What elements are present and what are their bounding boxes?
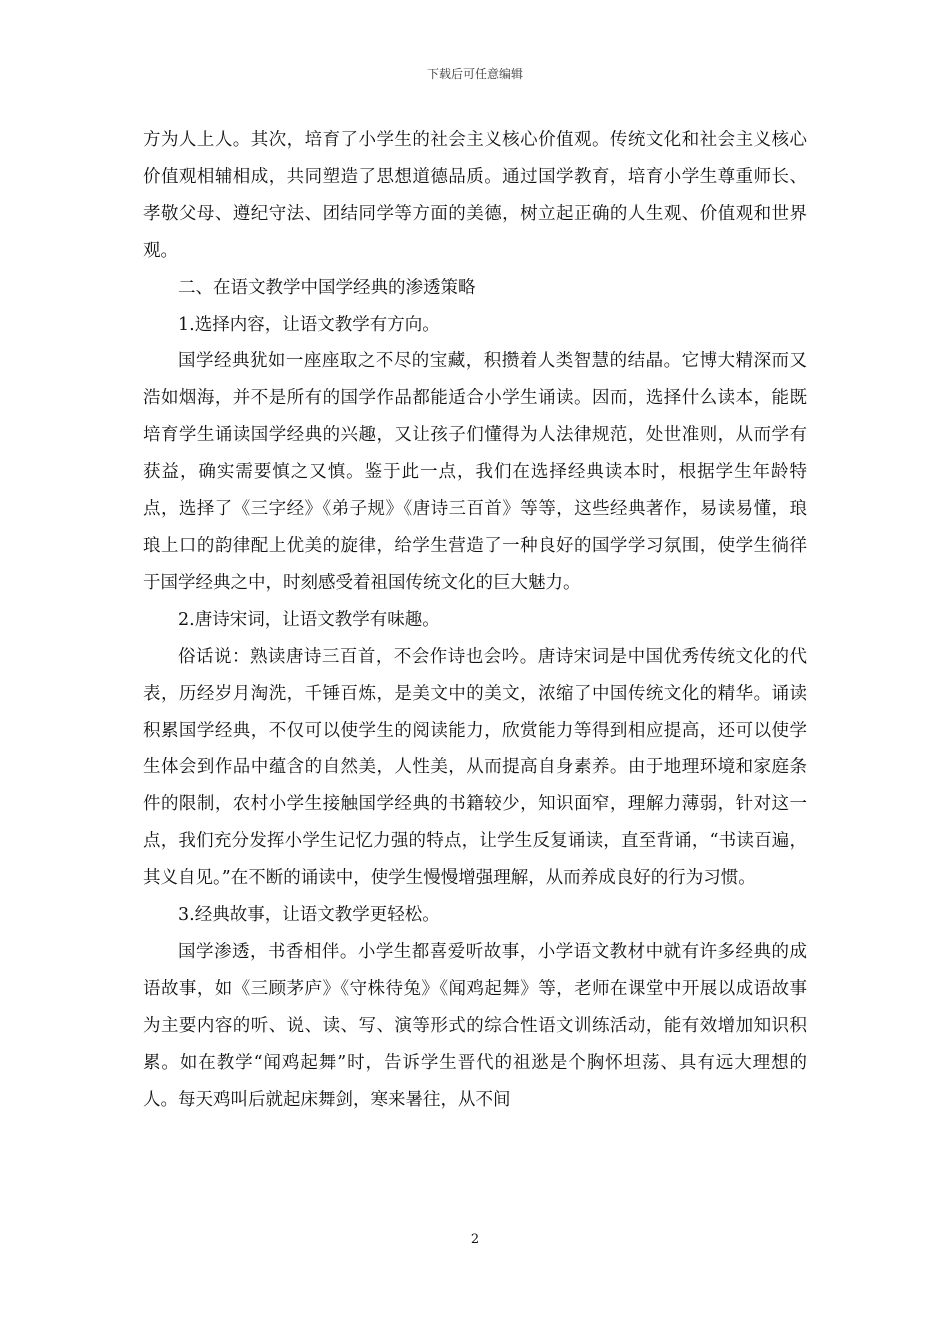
paragraph: 国学渗透，书香相伴。小学生都喜爱听故事，小学语文教材中就有许多经典的成语故事，如《三顾茅庐》《守株待兔》《闻鸡起舞》等，老师在课堂中开展以成语故事为主要内容的听、说、读、写、演等形式的综合性语文训练活动，能有效增加知识积累。如在教学“闻鸡起舞”时，告诉学生晋代的祖逖是个胸怀坦荡、具有远大理想的人。每天鸡叫后就起床舞剑，寒来暑往，从不间 <box>143 941 807 1110</box>
subheading-2: 2.唐诗宋词，让语文教学有味趣。 <box>178 609 440 630</box>
page-number: 2 <box>470 1232 480 1247</box>
page-header: 下载后可任意编辑 <box>426 67 523 81</box>
subheading-3: 3.经典故事，让语文教学更轻松。 <box>178 905 440 926</box>
subheading-1: 1.选择内容，让语文教学有方向。 <box>178 314 440 335</box>
paragraph: 国学经典犹如一座座取之不尽的宝藏，积攒着人类智慧的结晶。它博大精深而又浩如烟海，并不是所有的国学作品都能适合小学生诵读。因而，选择什么读本，能既培育学生诵读国学经典的兴趣，又让孩子们懂得为人法律规范，处世准则，从而学有获益，确实需要慎之又慎。鉴于此一点，我们在选择经典读本时，根据学生年龄特点，选择了《三字经》《弟子规》《唐诗三百首》等等，这些经典著作，易读易懂，琅琅上口的韵律配上优美的旋律，给学生营造了一种良好的国学学习氛围，使学生徜徉于国学经典之中，时刻感受着祖国传统文化的巨大魅力。 <box>143 351 807 593</box>
document-body <box>143 122 807 1118</box>
paragraph-continuation: 方为人上人。其次，培育了小学生的社会主义核心价值观。传统文化和社会主义核心价值观相辅相成，共同塑造了思想道德品质。通过国学教育，培育小学生尊重师长、孝敬父母、遵纪守法、团结同学等方面的美德，树立起正确的人生观、价值观和世界观。 <box>143 130 807 261</box>
paragraph: 俗话说：熟读唐诗三百首，不会作诗也会吟。唐诗宋词是中国优秀传统文化的代表，历经岁月淘洗，千锤百炼，是美文中的美文，浓缩了中国传统文化的精华。诵读积累国学经典，不仅可以使学生的阅读能力，欣赏能力等得到相应提高，还可以使学生体会到作品中蕴含的自然美，人性美，从而提高自身素养。由于地理环境和家庭条件的限制，农村小学生接触国学经典的书籍较少，知识面窄，理解力薄弱，针对这一点，我们充分发挥小学生记忆力强的特点，让学生反复诵读，直至背诵，“书读百遍，其义自见。”在不断的诵读中，使学生慢慢增强理解，从而养成良好的行为习惯。 <box>143 646 807 889</box>
section-heading: 二、在语文教学中国学经典的渗透策略 <box>178 277 476 298</box>
